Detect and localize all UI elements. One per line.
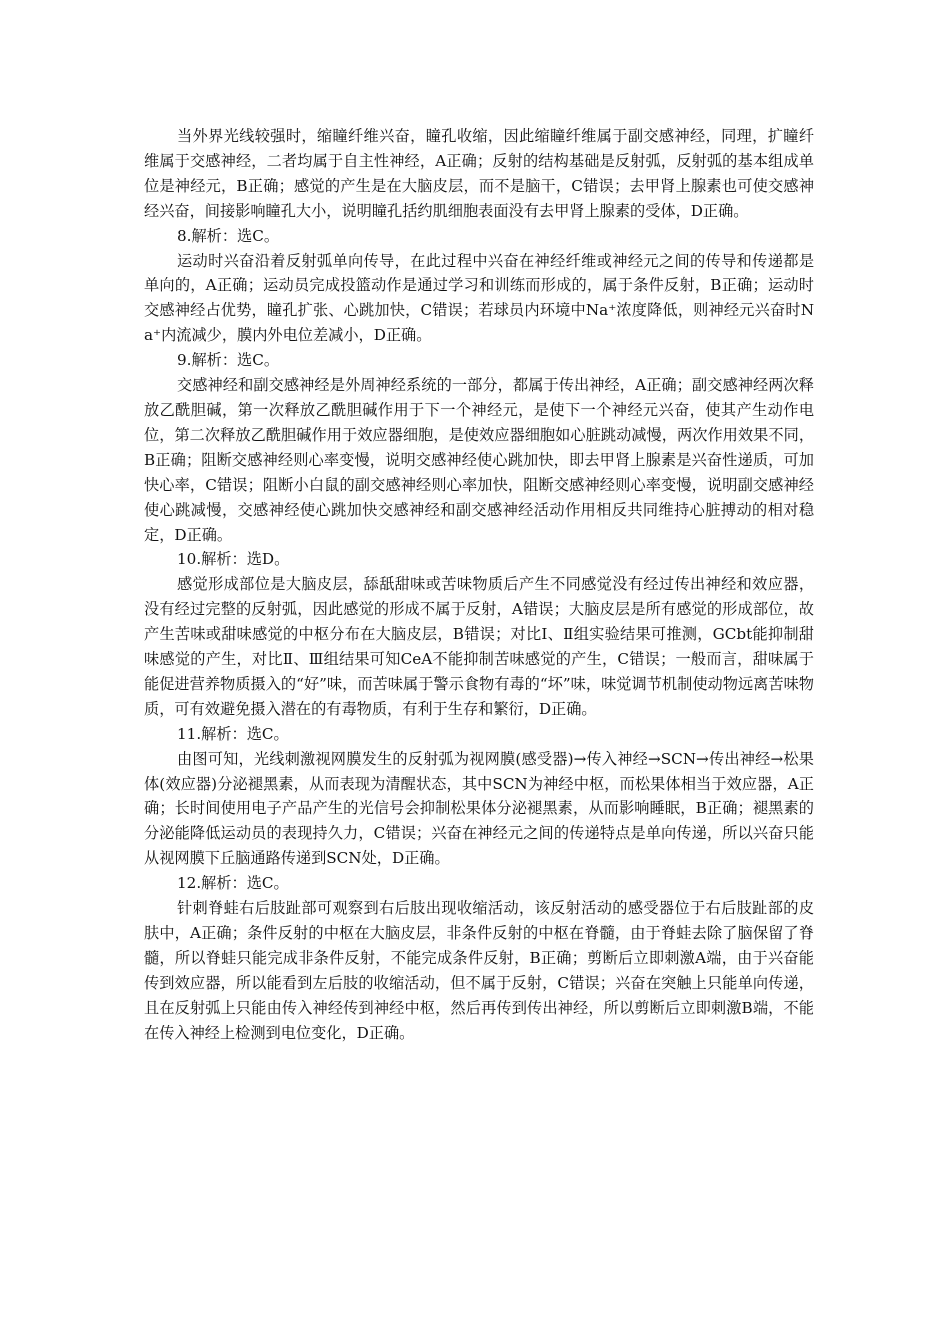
- paragraph-10-analysis: 感觉形成部位是大脑皮层，舔舐甜味或苦味物质后产生不同感觉没有经过传出神经和效应器，没有经过完整的反射弧，因此感觉的形成不属于反射，A错误；大脑皮层是所有感觉的形成部位，故产生苦味或甜味感觉的中枢分布在大脑皮层，B错误；对比Ⅰ、Ⅱ组实验结果可推测，GCbt能抑制甜味感觉的产生，对比Ⅱ、Ⅲ组结果可知CeA不能抑制苦味感觉的产生，C错误；一般而言，甜味属于能促进营养物质摄入的“好”味，而苦味属于警示食物有毒的“坏”味，味觉调节机制使动物远离苦味物质，可有效避免摄入潜在的有毒物质，有利于生存和繁衍，D正确。: [144, 575, 814, 718]
- heading-12: 12.解析：选C。: [177, 874, 289, 893]
- heading-9: 9.解析：选C。: [177, 351, 280, 370]
- paragraph-12-analysis: 针刺脊蛙右后肢趾部可观察到右后肢出现收缩活动，该反射活动的感受器位于右后肢趾部的皮肤中，A正确；条件反射的中枢在大脑皮层，非条件反射的中枢在脊髓，由于脊蛙去除了脑保留了脊髓，所以脊蛙只能完成非条件反射，不能完成条件反射，B正确；剪断后立即刺激A端，由于兴奋能传到效应器，所以能看到左后肢的收缩活动，但不属于反射，C错误；兴奋在突触上只能单向传递，且在反射弧上只能由传入神经传到神经中枢，然后再传到传出神经，所以剪断后立即刺激B端，不能在传入神经上检测到电位变化，D正确。: [144, 899, 814, 1042]
- paragraph-8-analysis: 运动时兴奋沿着反射弧单向传导，在此过程中兴奋在神经纤维或神经元之间的传导和传递都是单向的，A正确；运动员完成投篮动作是通过学习和训练而形成的，属于条件反射，B正确；运动时交感神经占优势，瞳孔扩张、心跳加快，C错误；若球员内环境中Na⁺浓度降低，则神经元兴奋时Na⁺内流减少，膜内外电位差减小，D正确。: [144, 251, 814, 345]
- paragraph-11-analysis: 由图可知，光线刺激视网膜发生的反射弧为视网膜(感受器)→传入神经→SCN→传出神经→松果体(效应器)分泌褪黑素，从而表现为清醒状态，其中SCN为神经中枢，而松果体相当于效应器，A正确；长时间使用电子产品产生的光信号会抑制松果体分泌褪黑素，从而影响睡眠，B正确；褪黑素的分泌能降低运动员的表现持久力，C错误；兴奋在神经元之间的传递特点是单向传递，所以兴奋只能从视网膜下丘脑通路传递到SCN处，D正确。: [144, 749, 814, 868]
- heading-11: 11.解析：选C。: [177, 724, 289, 743]
- paragraph-9-analysis: 交感神经和副交感神经是外周神经系统的一部分，都属于传出神经，A正确；副交感神经两次释放乙酰胆碱，第一次释放乙酰胆碱作用于下一个神经元，是使下一个神经元兴奋，使其产生动作电位，第二次释放乙酰胆碱作用于效应器细胞，是使效应器细胞如心脏跳动减慢，两次作用效果不同，B正确；阻断交感神经则心率变慢，说明交感神经使心跳加快，即去甲肾上腺素是兴奋性递质，可加快心率，C错误；阻断小白鼠的副交感神经则心率加快，阻断交感神经则心率变慢，说明副交感神经使心跳减慢，交感神经使心跳加快交感神经和副交感神经活动作用相反共同维持心脏搏动的相对稳定，D正确。: [144, 376, 814, 544]
- heading-10: 10.解析：选D。: [177, 550, 290, 569]
- paragraph-7-analysis: 当外界光线较强时，缩瞳纤维兴奋，瞳孔收缩，因此缩瞳纤维属于副交感神经，同理，扩瞳纤维属于交感神经，二者均属于自主性神经，A正确；反射的结构基础是反射弧，反射弧的基本组成单位是神经元，B正确；感觉的产生是在大脑皮层，而不是脑干，C错误；去甲肾上腺素也可使交感神经兴奋，间接影响瞳孔大小，说明瞳孔括约肌细胞表面没有去甲肾上腺素的受体，D正确。: [144, 127, 814, 220]
- answer-document: [144, 124, 814, 1046]
- heading-8: 8.解析：选C。: [177, 226, 280, 245]
